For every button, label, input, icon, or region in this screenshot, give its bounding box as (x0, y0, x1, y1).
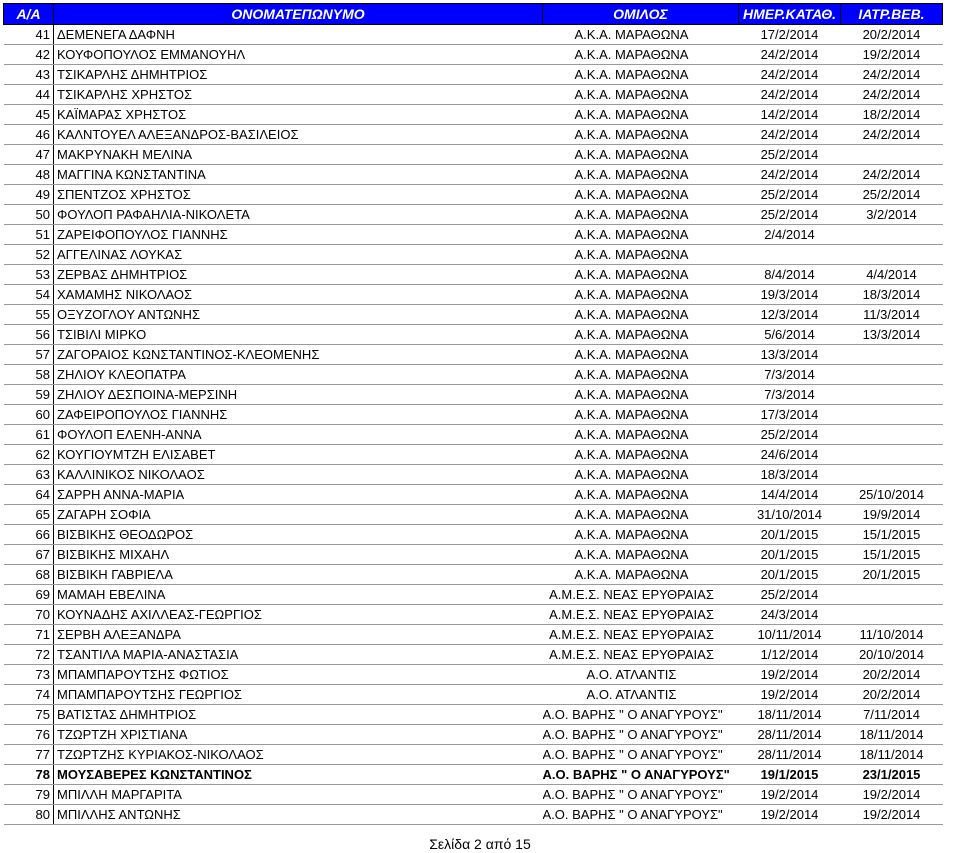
cell-club: Α.Κ.Α. ΜΑΡΑΘΩΝΑ (543, 185, 739, 205)
cell-name: ΚΑΛΝΤΟΥΕΛ ΑΛΕΞΑΝΔΡΟΣ-ΒΑΣΙΛΕΙΟΣ (54, 125, 543, 145)
cell-aa: 66 (4, 525, 54, 545)
cell-aa: 77 (4, 745, 54, 765)
table-row (4, 565, 943, 585)
registrations-table (3, 3, 943, 825)
cell-name: ΚΑΛΛΙΝΙΚΟΣ ΝΙΚΟΛΑΟΣ (54, 465, 543, 485)
cell-registration-date: 19/3/2014 (739, 285, 841, 305)
cell-aa: 65 (4, 505, 54, 525)
table-row (4, 185, 943, 205)
cell-name: ΜΠΑΜΠΑΡΟΥΤΣΗΣ ΦΩΤΙΟΣ (54, 665, 543, 685)
cell-aa: 68 (4, 565, 54, 585)
cell-name: ΣΕΡΒΗ ΑΛΕΞΑΝΔΡΑ (54, 625, 543, 645)
cell-aa: 61 (4, 425, 54, 445)
cell-medical-certificate (841, 465, 943, 485)
table-row (4, 45, 943, 65)
header-aa: Α/Α (4, 4, 54, 25)
cell-medical-certificate: 24/2/2014 (841, 165, 943, 185)
cell-registration-date: 25/2/2014 (739, 205, 841, 225)
table-row (4, 705, 943, 725)
cell-club: Α.Κ.Α. ΜΑΡΑΘΩΝΑ (543, 565, 739, 585)
table-row (4, 745, 943, 765)
cell-name: ΖΗΛΙΟΥ ΚΛΕΟΠΑΤΡΑ (54, 365, 543, 385)
cell-registration-date: 24/2/2014 (739, 45, 841, 65)
cell-medical-certificate: 18/11/2014 (841, 725, 943, 745)
cell-medical-certificate (841, 225, 943, 245)
cell-club: Α.Κ.Α. ΜΑΡΑΘΩΝΑ (543, 445, 739, 465)
cell-registration-date: 14/2/2014 (739, 105, 841, 125)
table-row (4, 145, 943, 165)
cell-registration-date: 25/2/2014 (739, 425, 841, 445)
cell-aa: 76 (4, 725, 54, 745)
cell-club: Α.Κ.Α. ΜΑΡΑΘΩΝΑ (543, 545, 739, 565)
table-row (4, 505, 943, 525)
cell-name: ΜΠΑΜΠΑΡΟΥΤΣΗΣ ΓΕΩΡΓΙΟΣ (54, 685, 543, 705)
cell-name: ΜΑΓΓΙΝΑ ΚΩΝΣΤΑΝΤΙΝΑ (54, 165, 543, 185)
cell-medical-certificate: 15/1/2015 (841, 525, 943, 545)
cell-aa: 45 (4, 105, 54, 125)
cell-club: Α.Κ.Α. ΜΑΡΑΘΩΝΑ (543, 145, 739, 165)
cell-registration-date: 2/4/2014 (739, 225, 841, 245)
table-row (4, 525, 943, 545)
cell-medical-certificate (841, 345, 943, 365)
cell-club: Α.Κ.Α. ΜΑΡΑΘΩΝΑ (543, 465, 739, 485)
cell-medical-certificate: 15/1/2015 (841, 545, 943, 565)
table-header-row (4, 4, 943, 25)
table-row (4, 205, 943, 225)
cell-medical-certificate: 11/10/2014 (841, 625, 943, 645)
cell-name: ΣΠΕΝΤΖΟΣ ΧΡΗΣΤΟΣ (54, 185, 543, 205)
table-row (4, 65, 943, 85)
cell-registration-date: 19/2/2014 (739, 785, 841, 805)
table-row (4, 305, 943, 325)
cell-aa: 80 (4, 805, 54, 825)
cell-medical-certificate: 19/9/2014 (841, 505, 943, 525)
cell-registration-date: 25/2/2014 (739, 585, 841, 605)
cell-aa: 79 (4, 785, 54, 805)
cell-aa: 43 (4, 65, 54, 85)
cell-name: ΚΟΥΦΟΠΟΥΛΟΣ ΕΜΜΑΝΟΥΗΛ (54, 45, 543, 65)
cell-name: ΚΟΥΓΙΟΥΜΤΖΗ ΕΛΙΣΑΒΕΤ (54, 445, 543, 465)
table-row (4, 425, 943, 445)
cell-aa: 52 (4, 245, 54, 265)
cell-medical-certificate: 23/1/2015 (841, 765, 943, 785)
cell-medical-certificate: 19/2/2014 (841, 45, 943, 65)
cell-aa: 63 (4, 465, 54, 485)
cell-registration-date: 31/10/2014 (739, 505, 841, 525)
cell-name: ΖΑΡΕΙΦΟΠΟΥΛΟΣ ΓΙΑΝΝΗΣ (54, 225, 543, 245)
cell-medical-certificate: 20/10/2014 (841, 645, 943, 665)
cell-medical-certificate: 20/1/2015 (841, 565, 943, 585)
cell-registration-date: 20/1/2015 (739, 565, 841, 585)
cell-club: Α.Κ.Α. ΜΑΡΑΘΩΝΑ (543, 165, 739, 185)
cell-medical-certificate (841, 365, 943, 385)
cell-aa: 48 (4, 165, 54, 185)
cell-club: Α.Μ.Ε.Σ. ΝΕΑΣ ΕΡΥΘΡΑΙΑΣ (543, 585, 739, 605)
cell-registration-date: 19/2/2014 (739, 805, 841, 825)
cell-aa: 71 (4, 625, 54, 645)
cell-registration-date: 7/3/2014 (739, 385, 841, 405)
cell-registration-date: 8/4/2014 (739, 265, 841, 285)
cell-aa: 51 (4, 225, 54, 245)
cell-aa: 73 (4, 665, 54, 685)
cell-medical-certificate (841, 245, 943, 265)
cell-medical-certificate (841, 605, 943, 625)
cell-registration-date: 14/4/2014 (739, 485, 841, 505)
cell-club: Α.Κ.Α. ΜΑΡΑΘΩΝΑ (543, 385, 739, 405)
cell-club: Α.Ο. ΒΑΡΗΣ " Ο ΑΝΑΓΥΡΟΥΣ" (543, 785, 739, 805)
cell-medical-certificate: 25/10/2014 (841, 485, 943, 505)
header-club: ΟΜΙΛΟΣ (543, 4, 739, 25)
cell-medical-certificate (841, 405, 943, 425)
table-row (4, 725, 943, 745)
table-row (4, 165, 943, 185)
cell-name: ΟΞΥΖΟΓΛΟΥ ΑΝΤΩΝΗΣ (54, 305, 543, 325)
cell-club: Α.Κ.Α. ΜΑΡΑΘΩΝΑ (543, 525, 739, 545)
cell-registration-date: 7/3/2014 (739, 365, 841, 385)
cell-club: Α.Κ.Α. ΜΑΡΑΘΩΝΑ (543, 285, 739, 305)
cell-club: Α.Κ.Α. ΜΑΡΑΘΩΝΑ (543, 405, 739, 425)
cell-name: ΜΟΥΣΑΒΕΡΕΣ ΚΩΝΣΤΑΝΤΙΝΟΣ (54, 765, 543, 785)
cell-medical-certificate: 24/2/2014 (841, 85, 943, 105)
cell-name: ΤΣΙΚΑΡΛΗΣ ΔΗΜΗΤΡΙΟΣ (54, 65, 543, 85)
cell-name: ΒΑΤΙΣΤΑΣ ΔΗΜΗΤΡΙΟΣ (54, 705, 543, 725)
cell-club: Α.Κ.Α. ΜΑΡΑΘΩΝΑ (543, 205, 739, 225)
cell-club: Α.Κ.Α. ΜΑΡΑΘΩΝΑ (543, 65, 739, 85)
table-row (4, 765, 943, 785)
table-row (4, 585, 943, 605)
cell-name: ΒΙΣΒΙΚΗΣ ΜΙΧΑΗΛ (54, 545, 543, 565)
cell-name: ΤΖΩΡΤΖΗΣ ΚΥΡΙΑΚΟΣ-ΝΙΚΟΛΑΟΣ (54, 745, 543, 765)
table-row (4, 25, 943, 45)
cell-club: Α.Κ.Α. ΜΑΡΑΘΩΝΑ (543, 345, 739, 365)
table-row (4, 125, 943, 145)
cell-registration-date: 17/2/2014 (739, 25, 841, 45)
cell-registration-date: 17/3/2014 (739, 405, 841, 425)
table-row (4, 605, 943, 625)
cell-registration-date: 5/6/2014 (739, 325, 841, 345)
cell-club: Α.Κ.Α. ΜΑΡΑΘΩΝΑ (543, 45, 739, 65)
table-row (4, 485, 943, 505)
cell-medical-certificate (841, 585, 943, 605)
cell-aa: 57 (4, 345, 54, 365)
cell-medical-certificate: 18/2/2014 (841, 105, 943, 125)
cell-club: Α.Κ.Α. ΜΑΡΑΘΩΝΑ (543, 85, 739, 105)
cell-club: Α.Μ.Ε.Σ. ΝΕΑΣ ΕΡΥΘΡΑΙΑΣ (543, 605, 739, 625)
cell-medical-certificate (841, 145, 943, 165)
cell-aa: 60 (4, 405, 54, 425)
cell-name: ΤΣΑΝΤΙΛΑ ΜΑΡΙΑ-ΑΝΑΣΤΑΣΙΑ (54, 645, 543, 665)
cell-name: ΚΟΥΝΑΔΗΣ ΑΧΙΛΛΕΑΣ-ΓΕΩΡΓΙΟΣ (54, 605, 543, 625)
cell-club: Α.Κ.Α. ΜΑΡΑΘΩΝΑ (543, 365, 739, 385)
cell-club: Α.Μ.Ε.Σ. ΝΕΑΣ ΕΡΥΘΡΑΙΑΣ (543, 645, 739, 665)
cell-aa: 56 (4, 325, 54, 345)
cell-registration-date: 19/1/2015 (739, 765, 841, 785)
cell-aa: 46 (4, 125, 54, 145)
header-medical-certificate: ΙΑΤΡ.ΒΕΒ. (841, 4, 943, 25)
cell-medical-certificate: 13/3/2014 (841, 325, 943, 345)
cell-club: Α.Κ.Α. ΜΑΡΑΘΩΝΑ (543, 265, 739, 285)
table-row (4, 85, 943, 105)
table-row (4, 805, 943, 825)
cell-club: Α.Κ.Α. ΜΑΡΑΘΩΝΑ (543, 425, 739, 445)
table-row (4, 465, 943, 485)
cell-club: Α.Ο. ΒΑΡΗΣ " Ο ΑΝΑΓΥΡΟΥΣ" (543, 705, 739, 725)
table-row (4, 345, 943, 365)
cell-medical-certificate: 19/2/2014 (841, 805, 943, 825)
cell-medical-certificate (841, 385, 943, 405)
cell-name: ΤΣΙΚΑΡΛΗΣ ΧΡΗΣΤΟΣ (54, 85, 543, 105)
header-name: ΟΝΟΜΑΤΕΠΩΝΥΜΟ (54, 4, 543, 25)
cell-club: Α.Ο. ΒΑΡΗΣ " Ο ΑΝΑΓΥΡΟΥΣ" (543, 725, 739, 745)
table-row (4, 685, 943, 705)
table-row (4, 405, 943, 425)
cell-aa: 72 (4, 645, 54, 665)
cell-registration-date: 28/11/2014 (739, 725, 841, 745)
table-row (4, 265, 943, 285)
cell-name: ΧΑΜΑΜΗΣ ΝΙΚΟΛΑΟΣ (54, 285, 543, 305)
cell-aa: 78 (4, 765, 54, 785)
cell-name: ΖΑΦΕΙΡΟΠΟΥΛΟΣ ΓΙΑΝΝΗΣ (54, 405, 543, 425)
table-row (4, 545, 943, 565)
cell-registration-date: 1/12/2014 (739, 645, 841, 665)
cell-name: ΦΟΥΛΟΠ ΕΛΕΝΗ-ΑΝΝΑ (54, 425, 543, 445)
cell-medical-certificate: 19/2/2014 (841, 785, 943, 805)
cell-name: ΜΠΙΛΛΗΣ ΑΝΤΩΝΗΣ (54, 805, 543, 825)
cell-registration-date: 24/2/2014 (739, 125, 841, 145)
cell-registration-date: 25/2/2014 (739, 185, 841, 205)
cell-aa: 53 (4, 265, 54, 285)
cell-registration-date: 24/3/2014 (739, 605, 841, 625)
cell-medical-certificate: 20/2/2014 (841, 665, 943, 685)
table-row (4, 445, 943, 465)
table-row (4, 645, 943, 665)
cell-club: Α.Κ.Α. ΜΑΡΑΘΩΝΑ (543, 125, 739, 145)
table-row (4, 225, 943, 245)
cell-aa: 55 (4, 305, 54, 325)
cell-name: ΜΠΙΛΛΗ ΜΑΡΓΑΡΙΤΑ (54, 785, 543, 805)
cell-name: ΜΑΜΑΗ ΕΒΕΛΙΝΑ (54, 585, 543, 605)
cell-club: Α.Κ.Α. ΜΑΡΑΘΩΝΑ (543, 245, 739, 265)
cell-registration-date: 13/3/2014 (739, 345, 841, 365)
cell-club: Α.Κ.Α. ΜΑΡΑΘΩΝΑ (543, 505, 739, 525)
cell-club: Α.Κ.Α. ΜΑΡΑΘΩΝΑ (543, 325, 739, 345)
cell-club: Α.Κ.Α. ΜΑΡΑΘΩΝΑ (543, 105, 739, 125)
cell-registration-date: 24/6/2014 (739, 445, 841, 465)
cell-medical-certificate: 4/4/2014 (841, 265, 943, 285)
table-row (4, 385, 943, 405)
cell-aa: 74 (4, 685, 54, 705)
cell-medical-certificate: 20/2/2014 (841, 685, 943, 705)
cell-club: Α.Μ.Ε.Σ. ΝΕΑΣ ΕΡΥΘΡΑΙΑΣ (543, 625, 739, 645)
cell-club: Α.Κ.Α. ΜΑΡΑΘΩΝΑ (543, 25, 739, 45)
cell-aa: 44 (4, 85, 54, 105)
table-row (4, 325, 943, 345)
cell-medical-certificate: 7/11/2014 (841, 705, 943, 725)
cell-name: ΤΣΙΒΙΛΙ ΜΙΡΚΟ (54, 325, 543, 345)
cell-name: ΔΕΜΕΝΕΓΑ ΔΑΦΝΗ (54, 25, 543, 45)
header-registration-date: ΗΜΕΡ.ΚΑΤΑΘ. (739, 4, 841, 25)
cell-registration-date (739, 245, 841, 265)
table-row (4, 785, 943, 805)
cell-aa: 47 (4, 145, 54, 165)
table-row (4, 365, 943, 385)
cell-name: ΦΟΥΛΟΠ ΡΑΦΑΗΛΙΑ-ΝΙΚΟΛΕΤΑ (54, 205, 543, 225)
table-row (4, 245, 943, 265)
cell-club: Α.Ο. ΑΤΛΑΝΤΙΣ (543, 665, 739, 685)
cell-club: Α.Ο. ΒΑΡΗΣ " Ο ΑΝΑΓΥΡΟΥΣ" (543, 805, 739, 825)
cell-medical-certificate: 24/2/2014 (841, 65, 943, 85)
cell-registration-date: 24/2/2014 (739, 165, 841, 185)
cell-registration-date: 28/11/2014 (739, 745, 841, 765)
cell-aa: 49 (4, 185, 54, 205)
cell-club: Α.Ο. ΒΑΡΗΣ " Ο ΑΝΑΓΥΡΟΥΣ" (543, 765, 739, 785)
cell-aa: 41 (4, 25, 54, 45)
cell-aa: 62 (4, 445, 54, 465)
cell-name: ΑΓΓΕΛΙΝΑΣ ΛΟΥΚΑΣ (54, 245, 543, 265)
cell-registration-date: 20/1/2015 (739, 525, 841, 545)
cell-medical-certificate: 25/2/2014 (841, 185, 943, 205)
table-row (4, 625, 943, 645)
table-row (4, 105, 943, 125)
cell-registration-date: 19/2/2014 (739, 665, 841, 685)
cell-registration-date: 24/2/2014 (739, 65, 841, 85)
cell-name: ΖΕΡΒΑΣ ΔΗΜΗΤΡΙΟΣ (54, 265, 543, 285)
cell-aa: 59 (4, 385, 54, 405)
cell-aa: 67 (4, 545, 54, 565)
cell-name: ΤΖΩΡΤΖΗ ΧΡΙΣΤΙΑΝΑ (54, 725, 543, 745)
cell-name: ΖΗΛΙΟΥ ΔΕΣΠΟΙΝΑ-ΜΕΡΣΙΝΗ (54, 385, 543, 405)
cell-medical-certificate: 24/2/2014 (841, 125, 943, 145)
cell-aa: 75 (4, 705, 54, 725)
table-row (4, 285, 943, 305)
cell-name: ΒΙΣΒΙΚΗΣ ΘΕΟΔΩΡΟΣ (54, 525, 543, 545)
cell-club: Α.Κ.Α. ΜΑΡΑΘΩΝΑ (543, 305, 739, 325)
cell-registration-date: 19/2/2014 (739, 685, 841, 705)
cell-club: Α.Ο. ΒΑΡΗΣ " Ο ΑΝΑΓΥΡΟΥΣ" (543, 745, 739, 765)
cell-club: Α.Ο. ΑΤΛΑΝΤΙΣ (543, 685, 739, 705)
cell-name: ΚΑΪΜΑΡΑΣ ΧΡΗΣΤΟΣ (54, 105, 543, 125)
cell-registration-date: 18/11/2014 (739, 705, 841, 725)
cell-aa: 58 (4, 365, 54, 385)
cell-aa: 50 (4, 205, 54, 225)
cell-aa: 42 (4, 45, 54, 65)
cell-aa: 64 (4, 485, 54, 505)
cell-name: ΖΑΓΑΡΗ ΣΟΦΙΑ (54, 505, 543, 525)
cell-aa: 54 (4, 285, 54, 305)
cell-aa: 69 (4, 585, 54, 605)
page-footer: Σελίδα 2 από 15 (429, 836, 531, 852)
cell-medical-certificate: 20/2/2014 (841, 25, 943, 45)
cell-name: ΖΑΓΟΡΑΙΟΣ ΚΩΝΣΤΑΝΤΙΝΟΣ-ΚΛΕΟΜΕΝΗΣ (54, 345, 543, 365)
table-row (4, 665, 943, 685)
cell-name: ΜΑΚΡΥΝΑΚΗ ΜΕΛΙΝΑ (54, 145, 543, 165)
cell-registration-date: 25/2/2014 (739, 145, 841, 165)
cell-registration-date: 18/3/2014 (739, 465, 841, 485)
cell-medical-certificate: 3/2/2014 (841, 205, 943, 225)
cell-medical-certificate: 18/3/2014 (841, 285, 943, 305)
cell-name: ΣΑΡΡΗ ΑΝΝΑ-ΜΑΡΙΑ (54, 485, 543, 505)
cell-aa: 70 (4, 605, 54, 625)
cell-medical-certificate: 18/11/2014 (841, 745, 943, 765)
cell-name: ΒΙΣΒΙΚΗ ΓΑΒΡΙΕΛΑ (54, 565, 543, 585)
cell-medical-certificate: 11/3/2014 (841, 305, 943, 325)
cell-registration-date: 24/2/2014 (739, 85, 841, 105)
cell-registration-date: 20/1/2015 (739, 545, 841, 565)
cell-medical-certificate (841, 425, 943, 445)
cell-club: Α.Κ.Α. ΜΑΡΑΘΩΝΑ (543, 485, 739, 505)
cell-registration-date: 12/3/2014 (739, 305, 841, 325)
cell-medical-certificate (841, 445, 943, 465)
cell-registration-date: 10/11/2014 (739, 625, 841, 645)
cell-club: Α.Κ.Α. ΜΑΡΑΘΩΝΑ (543, 225, 739, 245)
